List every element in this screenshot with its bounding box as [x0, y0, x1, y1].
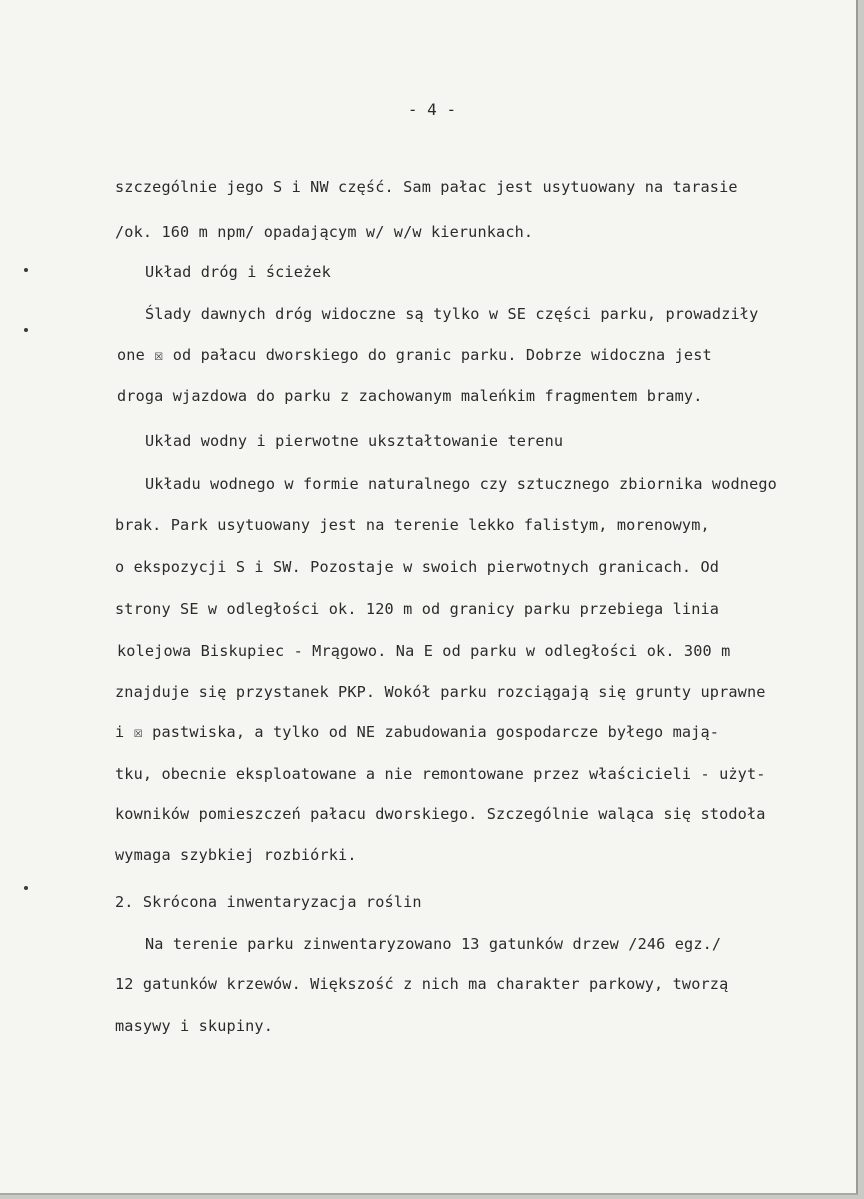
margin-dot — [24, 268, 28, 272]
text-line: Ślady dawnych dróg widoczne są tylko w SE części parku, prowadziły — [145, 305, 759, 323]
text-line: strony SE w odległości ok. 120 m od granicy parku przebiega linia — [115, 600, 720, 618]
text-line: znajduje się przystanek PKP. Wokół parku rozciągają się grunty uprawne — [115, 683, 766, 701]
text-line: i ☒ pastwiska, a tylko od NE zabudowania gospodarcze byłego mają- — [115, 723, 720, 741]
text-line: kolejowa Biskupiec - Mrągowo. Na E od parku w odległości ok. 300 m — [117, 642, 731, 660]
text-line: one ☒ od pałacu dworskiego do granic parku. Dobrze widoczna jest — [117, 346, 712, 364]
text-line: kowników pomieszczeń pałacu dworskiego. Szczególnie waląca się stodoła — [115, 805, 766, 823]
section-heading: Układ wodny i pierwotne ukształtowanie terenu — [145, 432, 564, 450]
text-line: szczególnie jego S i NW część. Sam pałac jest usytuowany na tarasie — [115, 178, 738, 196]
text-line: tku, obecnie eksploatowane a nie remontowane przez właścicieli - użyt- — [115, 765, 766, 783]
text-line: droga wjazdowa do parku z zachowanym maleńkim fragmentem bramy. — [117, 387, 703, 405]
text-line: 12 gatunków krzewów. Większość z nich ma charakter parkowy, tworzą — [115, 975, 729, 993]
text-line: Na terenie parku zinwentaryzowano 13 gatunków drzew /246 egz./ — [145, 935, 722, 953]
text-line: /ok. 160 m npm/ opadającym w/ w/w kierunkach. — [115, 223, 534, 241]
section-heading: 2. Skrócona inwentaryzacja roślin — [115, 893, 422, 911]
text-line: brak. Park usytuowany jest na terenie lekko falistym, morenowym, — [115, 516, 710, 534]
page-number: - 4 - — [407, 100, 457, 119]
margin-dot — [24, 886, 28, 890]
text-line: masywy i skupiny. — [115, 1017, 273, 1035]
margin-dot — [24, 328, 28, 332]
text-line: wymaga szybkiej rozbiórki. — [115, 846, 357, 864]
text-line: o ekspozycji S i SW. Pozostaje w swoich pierwotnych granicach. Od — [115, 558, 720, 576]
section-heading: Układ dróg i ścieżek — [145, 263, 331, 281]
text-line: Układu wodnego w formie naturalnego czy sztucznego zbiornika wodnego — [145, 475, 777, 493]
